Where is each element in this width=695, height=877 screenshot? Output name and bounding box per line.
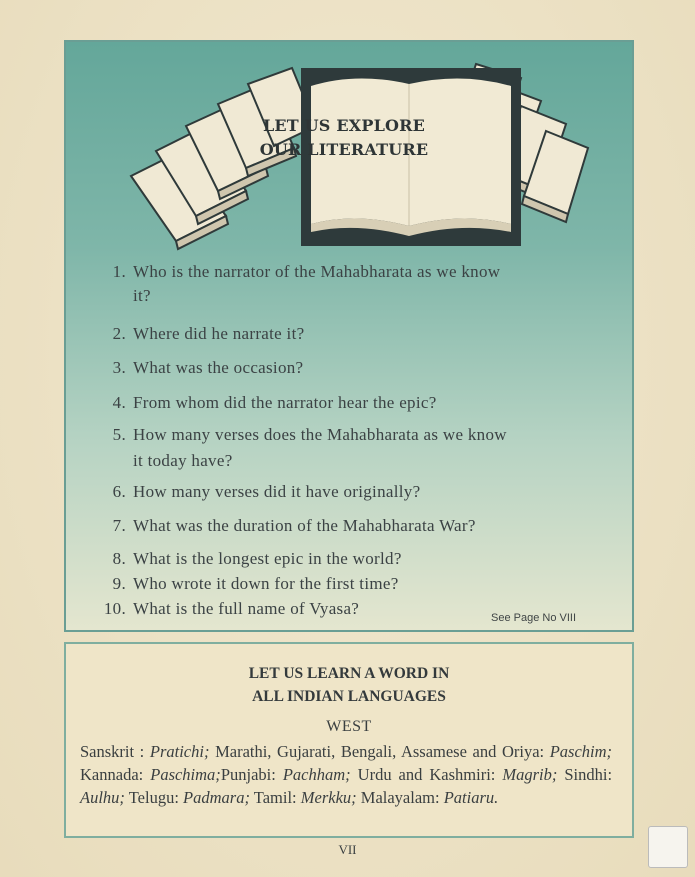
word-panel	[64, 642, 634, 838]
see-page-note: See Page No VIII	[491, 612, 576, 624]
question-number: 3.	[112, 358, 126, 377]
question-text: What was the duration of the Mahabharata War?	[133, 516, 476, 535]
question-text: What was the occasion?	[133, 358, 304, 377]
translations-paragraph	[80, 740, 612, 809]
translation-word: Aulhu;	[80, 788, 125, 807]
translation-word: Patiaru.	[443, 788, 499, 807]
question-text-cont: it today have?	[133, 451, 233, 470]
question-number: 9.	[112, 574, 126, 593]
language-label: Marathi, Gujarati, Bengali, Assamese and Oriya:	[215, 742, 545, 761]
question-number: 4.	[112, 393, 126, 412]
question-number: 2.	[112, 324, 126, 343]
translation-word: Pratichi;	[149, 742, 210, 761]
question-number: 6.	[112, 482, 126, 501]
question-number: 8.	[112, 549, 126, 568]
question-text: What is the full name of Vyasa?	[133, 599, 360, 618]
question-text: How many verses did it have originally?	[133, 482, 421, 501]
word-title: WEST	[326, 718, 372, 735]
question-text: Who is the narrator of the Mahabharata as we know	[133, 262, 501, 281]
question-number: 1.	[112, 262, 126, 281]
heading-line-1: LET US LEARN A WORD IN	[248, 665, 450, 682]
language-label: Telugu:	[128, 788, 179, 807]
language-label: Kannada:	[80, 765, 144, 784]
language-label: Sanskrit :	[80, 742, 145, 761]
question-number: 7.	[112, 516, 126, 535]
language-label: Punjabi:	[220, 765, 276, 784]
heading-line-2: ALL INDIAN LANGUAGES	[252, 688, 446, 705]
translation-word: Padmara;	[183, 788, 250, 807]
question-number: 5.	[112, 425, 126, 444]
question-text: How many verses does the Mahabharata as we know	[133, 425, 507, 444]
translation-word: Merkku;	[300, 788, 357, 807]
question-text: What is the longest epic in the world?	[133, 549, 402, 568]
translation-word: Paschim;	[549, 742, 613, 761]
translation-word: Magrib;	[502, 765, 558, 784]
question-number: 10.	[103, 599, 126, 618]
question-text: Who wrote it down for the first time?	[133, 574, 399, 593]
quiz-panel	[64, 40, 634, 632]
language-label: Malayalam:	[360, 788, 440, 807]
translation-word: Paschima;	[150, 765, 221, 784]
question-text-cont: it?	[133, 286, 151, 305]
language-label: Urdu and Kashmiri:	[357, 765, 496, 784]
banner-line-1: LET US EXPLORE	[262, 116, 426, 135]
question-text: Where did he narrate it?	[133, 324, 305, 343]
language-label: Sindhi:	[564, 765, 613, 784]
banner-line-2: OUR LITERATURE	[259, 140, 429, 159]
page-number: VII	[338, 842, 357, 857]
word-section-heading	[66, 662, 632, 708]
language-label: Tamil:	[253, 788, 297, 807]
literature-banner-title	[254, 114, 434, 162]
library-stamp-icon	[648, 826, 688, 868]
translation-word: Pachham;	[282, 765, 351, 784]
question-text: From whom did the narrator hear the epic?	[133, 393, 437, 412]
